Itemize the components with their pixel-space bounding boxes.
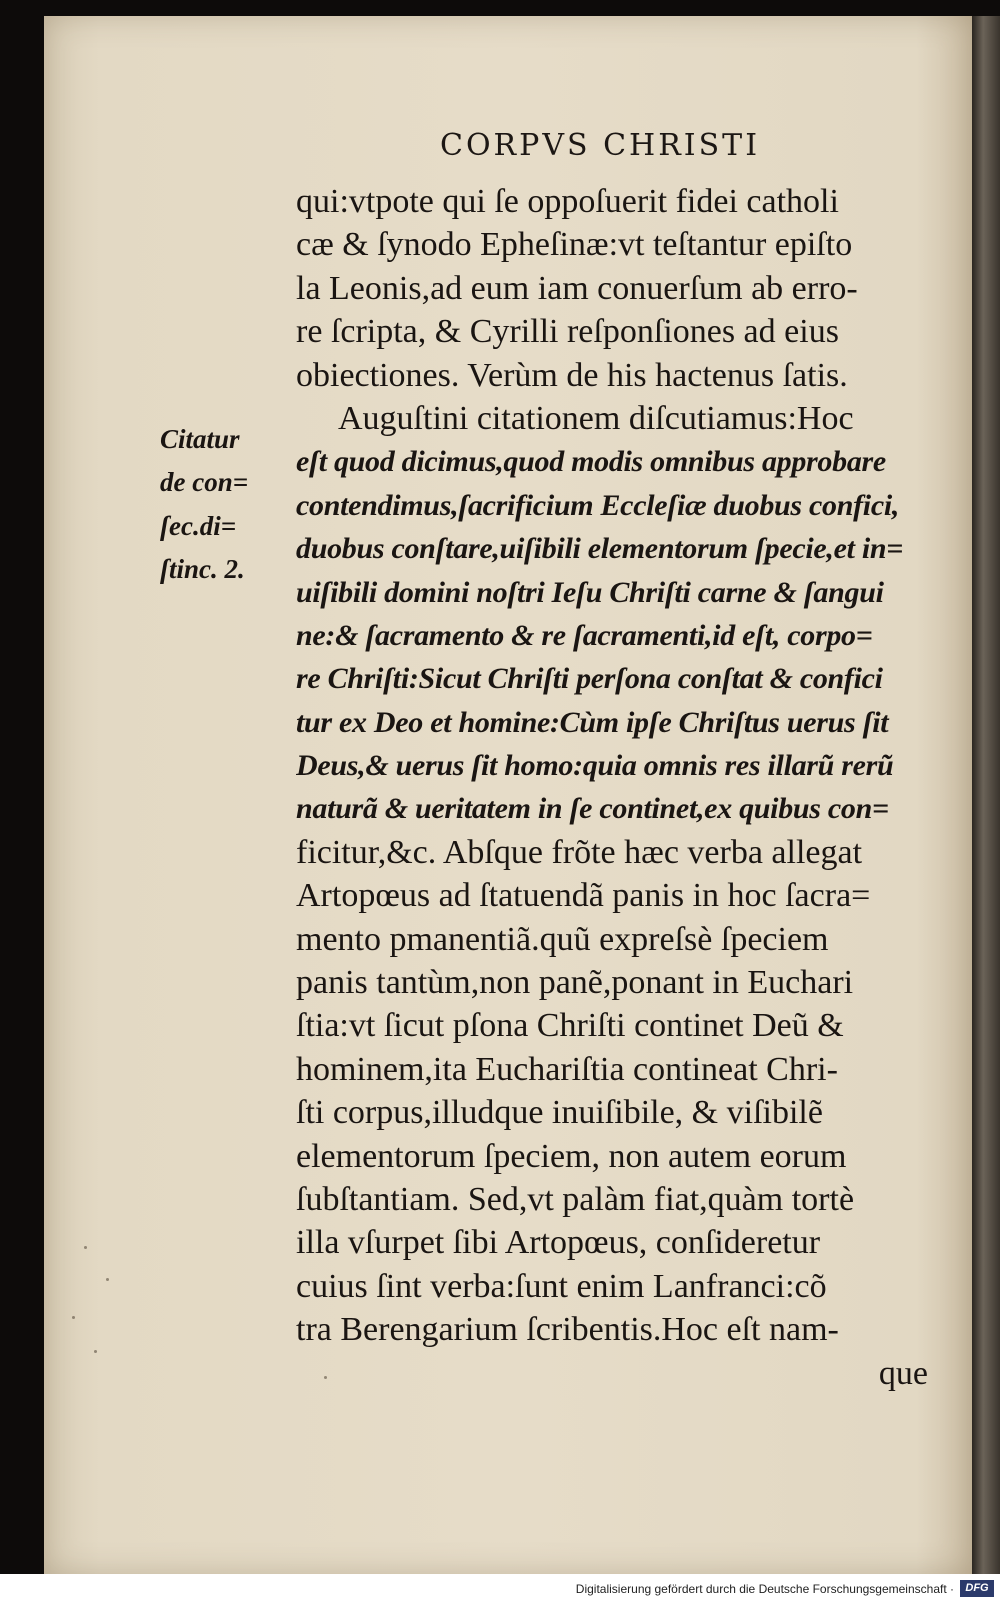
book-spine-edge: [972, 16, 1000, 1574]
text-line: cuius ſint verba:ſunt enim Lanfranci:cõ: [296, 1267, 827, 1305]
quotation-line: ne:& ſacramento & re ſacramenti,id eſt, corpo=: [296, 618, 873, 652]
text-line: Auguſtini citationem diſcutiamus:Hoc: [338, 399, 854, 437]
quotation-line: duobus conſtare,uiſibili elementorum ſpecie,et in=: [296, 532, 904, 566]
footer-credit: Digitalisierung gefördert durch die Deutsche Forschungsgemeinschaft ·: [575, 1582, 954, 1596]
text-line: re ſcripta, & Cyrilli reſponſiones ad eius: [296, 313, 839, 351]
text-line: tra Berengarium ſcribentis.Hoc eſt nam-: [296, 1311, 839, 1349]
dfg-logo-icon: DFG: [960, 1580, 994, 1597]
margin-note-line: de con=: [160, 467, 249, 498]
text-line: panis tantùm,non panẽ,ponant in Euchari: [296, 964, 854, 1002]
paper-speck: [84, 1246, 87, 1249]
quotation-line: contendimus,ſacrificium Eccleſiæ duobus confici,: [296, 488, 900, 522]
text-line: ſtia:vt ſicut pſona Chriſti continet Deũ &: [296, 1007, 844, 1045]
margin-note: [160, 418, 290, 592]
quotation-line: uiſibili domini noſtri Ieſu Chriſti carne & ſangui: [296, 575, 884, 609]
text-line: cæ & ſynodo Epheſinæ:vt teſtantur epiſto: [296, 226, 853, 264]
running-head: CORPVS CHRISTI: [440, 128, 761, 163]
text-line: elementorum ſpeciem, non autem eorum: [296, 1137, 847, 1175]
text-line: illa vſurpet ſibi Artopœus, conſideretur: [296, 1224, 821, 1262]
quotation-line: tur ex Deo et homine:Cùm ipſe Chriſtus uerus ſit: [296, 705, 889, 739]
margin-note-line: ſtinc. 2.: [160, 554, 245, 585]
text-line: la Leonis,ad eum iam conuerſum ab erro-: [296, 269, 858, 307]
quotation-line: re Chriſti:Sicut Chriſti perſona conſtat & confici: [296, 662, 883, 696]
quotation-line: Deus,& uerus ſit homo:quia omnis res illarũ rerũ: [296, 749, 894, 783]
catchword: que: [878, 1354, 928, 1392]
text-line: ficitur,&c. Abſque frõte hæc verba allegat: [296, 833, 863, 871]
paper-speck: [106, 1278, 109, 1281]
text-line: ſubſtantiam. Sed,vt palàm fiat,quàm tortè: [296, 1180, 855, 1218]
paper-speck: [94, 1350, 97, 1353]
text-line: Artopœus ad ſtatuendã panis in hoc ſacra=: [296, 877, 871, 915]
margin-note-line: Citatur: [160, 424, 240, 454]
text-line: mento pmanentiã.quũ expreſsè ſpeciem: [296, 920, 829, 958]
text-line: obiectiones. Verùm de his hactenus ſatis.: [296, 356, 848, 394]
text-line: hominem,ita Euchariſtia contineat Chri-: [296, 1050, 838, 1088]
text-line: qui:vtpote qui ſe oppoſuerit fidei catholi: [296, 183, 839, 220]
body-text: [296, 180, 956, 1395]
text-line: ſti corpus,illudque inuiſibile, & viſibilẽ: [296, 1094, 823, 1132]
footer-bar: [0, 1574, 1000, 1604]
margin-note-line: ſec.di=: [160, 510, 237, 541]
quotation-line: naturã & ueritatem in ſe continet,ex quibus con=: [296, 792, 889, 826]
paper-speck: [72, 1316, 75, 1319]
quotation-line: eſt quod dicimus,quod modis omnibus approbare: [296, 445, 886, 479]
